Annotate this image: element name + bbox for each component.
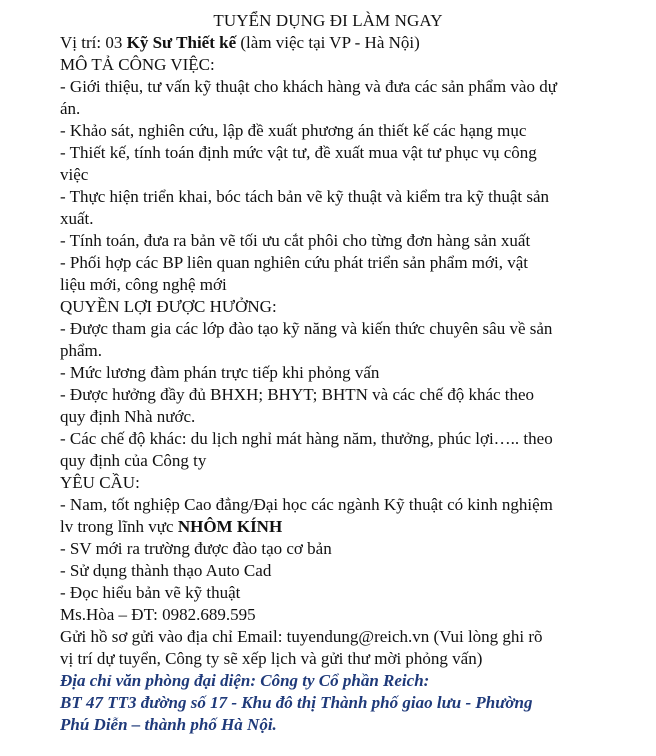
requirements-item-3: - Sử dụng thành thạo Auto Cad bbox=[60, 561, 272, 580]
job-description-item-1-line-1: - Giới thiệu, tư vấn kỹ thuật cho khách hàng và đưa các sản phẩm vào dự bbox=[60, 77, 557, 96]
job-description-item-1-line-2: án. bbox=[60, 99, 81, 118]
requirements-item-2: - SV mới ra trường được đào tạo cơ bản bbox=[60, 539, 332, 558]
job-description-item-5: - Tính toán, đưa ra bản vẽ tối ưu cắt phôi cho từng đơn hàng sản xuất bbox=[60, 231, 531, 250]
benefits-item-3-line-1: - Được hưởng đầy đủ BHXH; BHYT; BHTN và các chế độ khác theo bbox=[60, 385, 535, 404]
requirements-item-1-line-2 bbox=[60, 516, 642, 538]
benefits-heading: QUYỀN LỢI ĐƯỢC HƯỞNG: bbox=[60, 297, 277, 316]
job-description-item-4-line-1: - Thực hiện triển khai, bóc tách bản vẽ kỹ thuật và kiểm tra kỹ thuật sản bbox=[60, 187, 549, 206]
benefits-item-4-line-2: quy định của Công ty bbox=[60, 451, 207, 470]
job-description-item-3-line-2: việc bbox=[60, 165, 89, 184]
benefits-item-3-line-2: quy định Nhà nước. bbox=[60, 407, 196, 426]
position-role: Kỹ Sư Thiết kế bbox=[126, 33, 237, 52]
job-description-item-4-line-2: xuất. bbox=[60, 209, 94, 228]
position-line bbox=[60, 32, 642, 54]
benefits-item-2: - Mức lương đàm phán trực tiếp khi phỏng vấn bbox=[60, 363, 380, 382]
job-description-item-3-line-1: - Thiết kế, tính toán định mức vật tư, đề xuất mua vật tư phục vụ công bbox=[60, 143, 537, 162]
position-suffix: (làm việc tại VP - Hà Nội) bbox=[236, 33, 420, 52]
page-title: TUYỂN DỤNG ĐI LÀM NGAY bbox=[213, 11, 443, 30]
requirements-item-1-line-1: - Nam, tốt nghiệp Cao đẳng/Đại học các ngành Kỹ thuật có kinh nghiệm bbox=[60, 495, 553, 514]
job-description-heading: MÔ TẢ CÔNG VIỆC: bbox=[60, 55, 215, 74]
requirements-item-1-prefix: lv trong lĩnh vực bbox=[60, 517, 178, 536]
requirements-item-1-field: NHÔM KÍNH bbox=[177, 517, 283, 536]
contact-person: Ms.Hòa – ĐT: 0982.689.595 bbox=[60, 605, 256, 624]
benefits-item-1-line-1: - Được tham gia các lớp đào tạo kỹ năng và kiến thức chuyên sâu về sản bbox=[60, 319, 553, 338]
contact-email-line-1: Gửi hồ sơ gửi vào địa chỉ Email: tuyendung@reich.vn (Vui lòng ghi rõ bbox=[60, 627, 543, 646]
requirements-item-4: - Đọc hiểu bản vẽ kỹ thuật bbox=[60, 583, 241, 602]
benefits-item-1-line-2: phẩm. bbox=[60, 341, 103, 360]
office-address-line-3: Phú Diễn – thành phố Hà Nội. bbox=[60, 715, 277, 734]
office-address-line-1: Địa chỉ văn phòng đại diện: Công ty Cổ phần Reich: bbox=[60, 671, 430, 690]
job-description-item-6-line-1: - Phối hợp các BP liên quan nghiên cứu phát triển sản phẩm mới, vật bbox=[60, 253, 528, 272]
job-description-item-2: - Khảo sát, nghiên cứu, lập đề xuất phương án thiết kế các hạng mục bbox=[60, 121, 527, 140]
contact-email-line-2: vị trí dự tuyển, Công ty sẽ xếp lịch và gửi thư mời phỏng vấn) bbox=[60, 649, 483, 668]
position-prefix: Vị trí: 03 bbox=[60, 33, 127, 52]
benefits-item-4-line-1: - Các chế độ khác: du lịch nghỉ mát hàng năm, thưởng, phúc lợi….. theo bbox=[60, 429, 553, 448]
job-description-item-6-line-2: liệu mới, công nghệ mới bbox=[60, 275, 227, 294]
office-address-line-2: BT 47 TT3 đường số 17 - Khu đô thị Thành phố giao lưu - Phường bbox=[60, 693, 533, 712]
requirements-heading: YÊU CẦU: bbox=[60, 473, 140, 492]
